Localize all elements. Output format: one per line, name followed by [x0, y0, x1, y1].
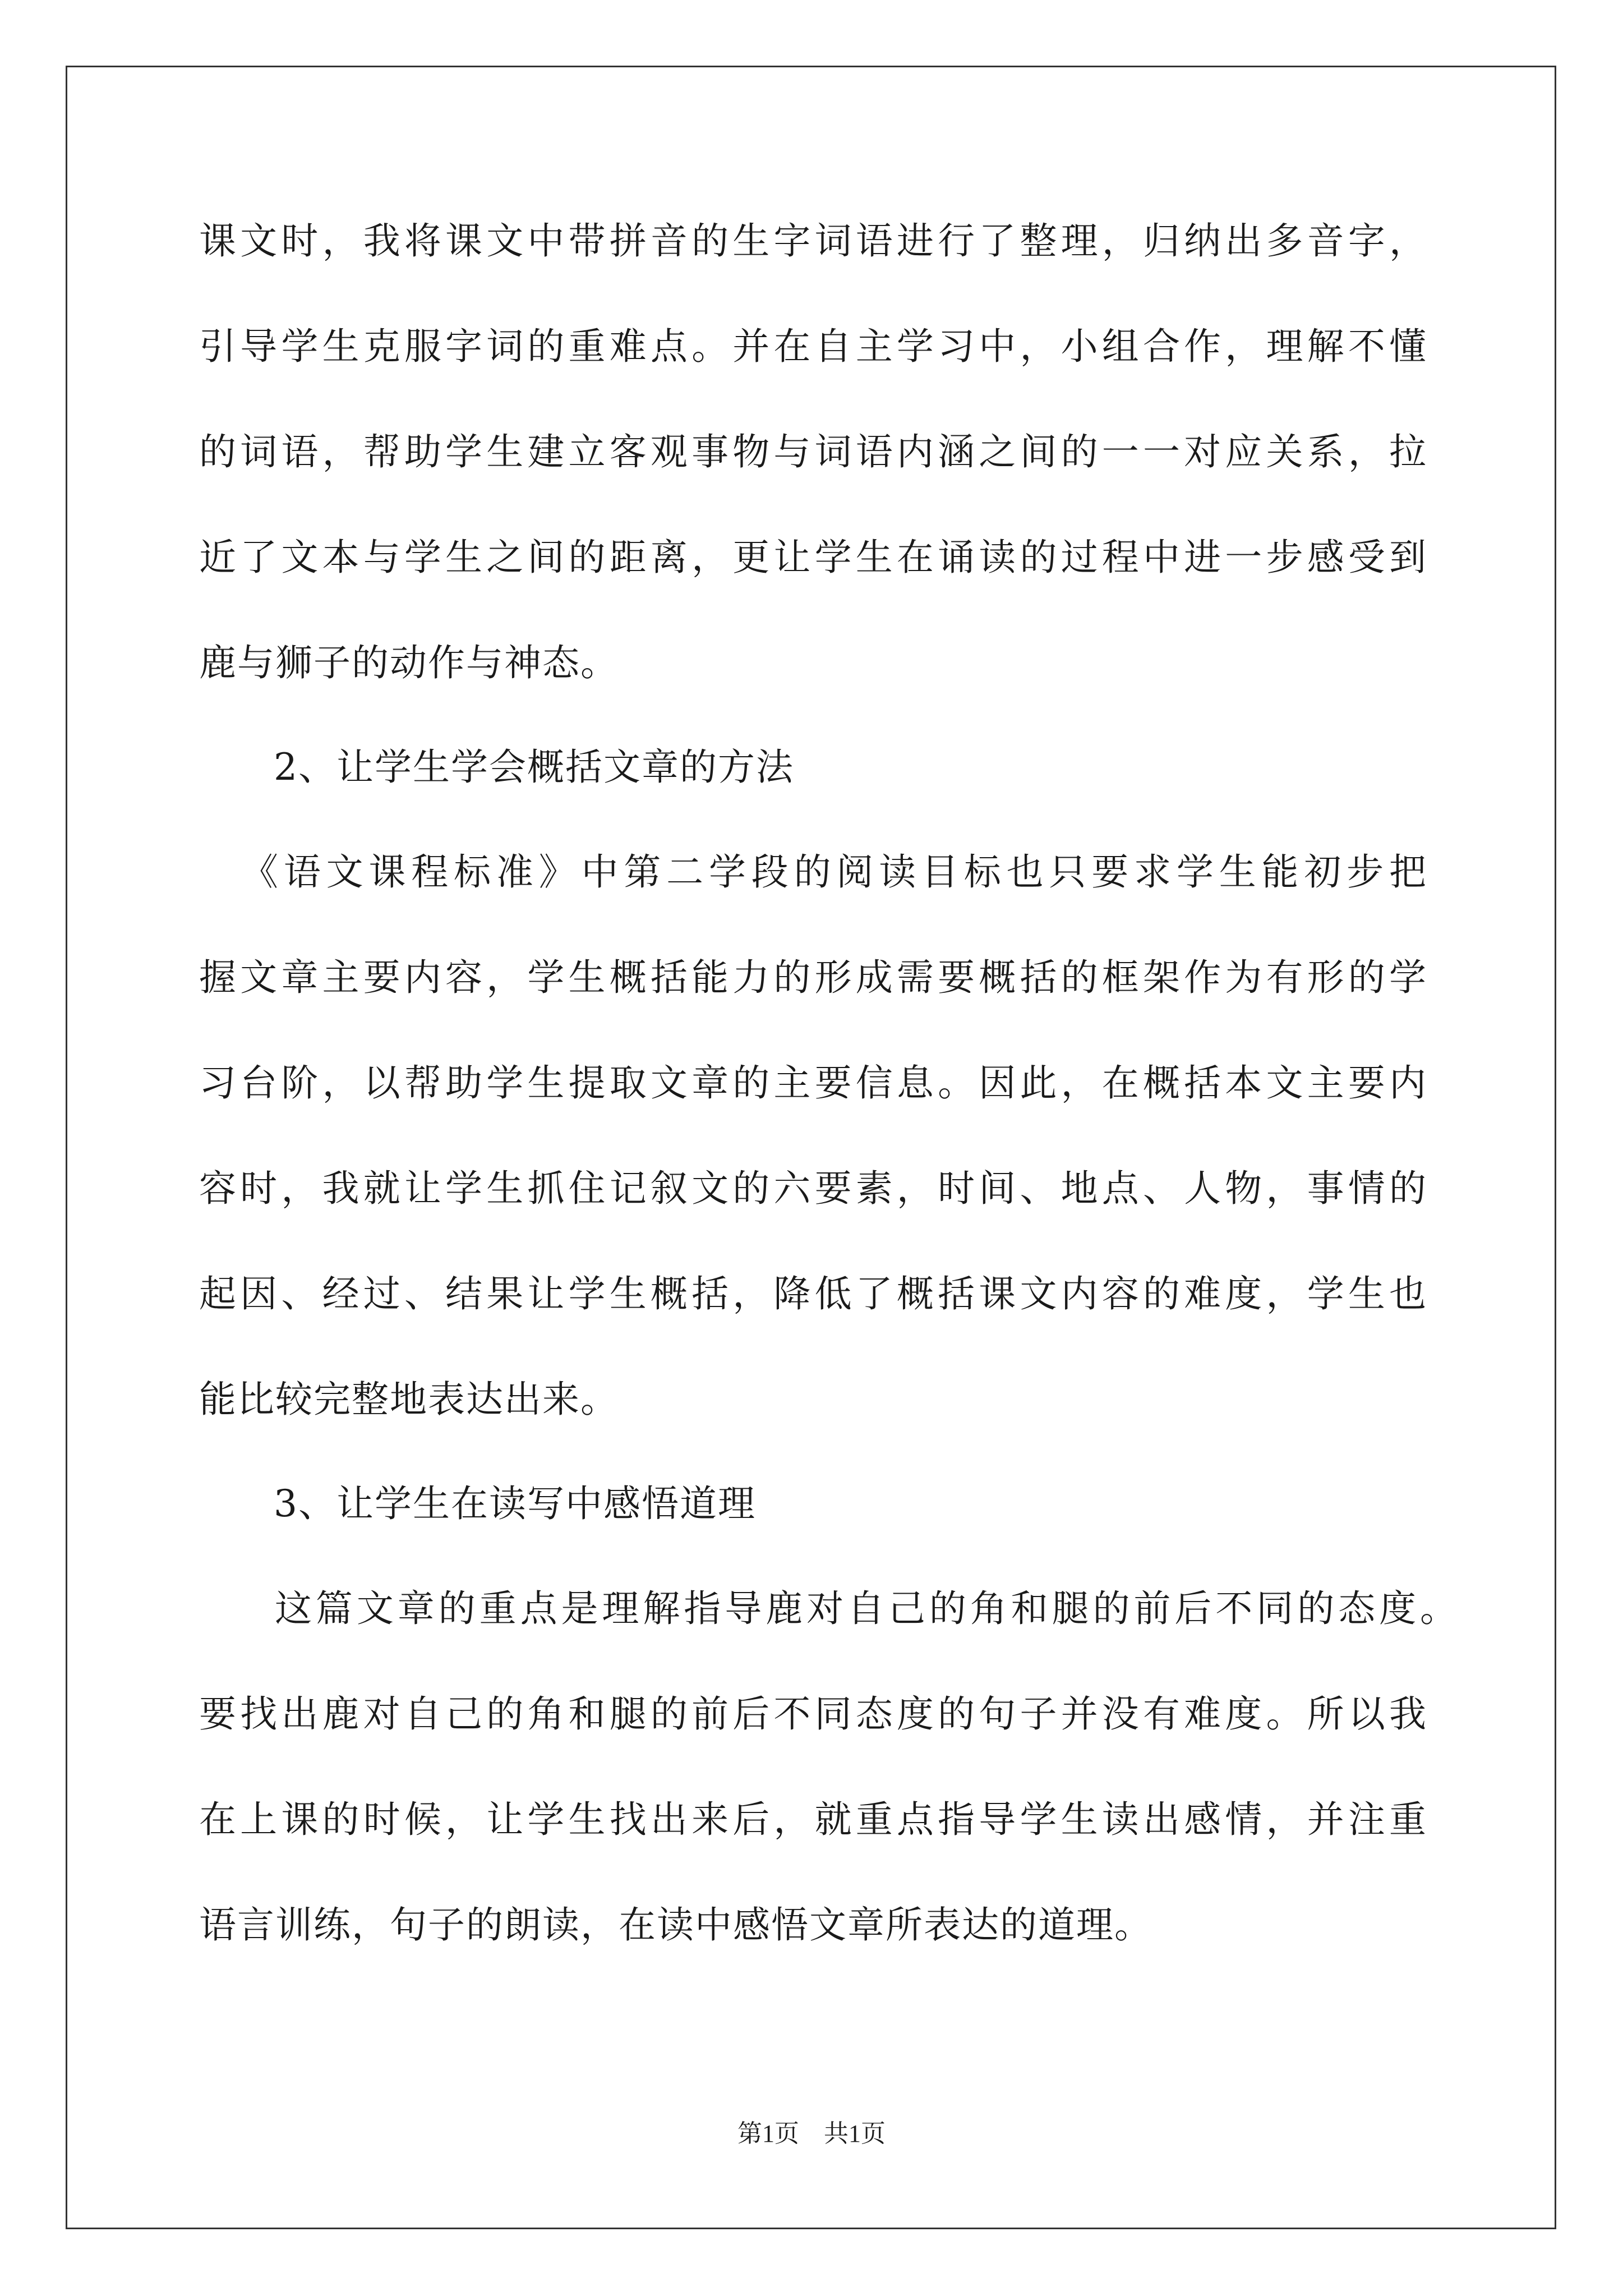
section-heading: 2、让学生学会概括文章的方法 — [274, 746, 794, 789]
paragraph-line: 引导学生克服字词的重难点。并在自主学习中，小组合作，理解不懂 — [199, 325, 1427, 368]
paragraph-line: 这篇文章的重点是理解指导鹿对自己的角和腿的前后不同的态度。 — [275, 1587, 1458, 1630]
paragraph-line: 握文章主要内容，学生概括能力的形成需要概括的框架作为有形的学 — [199, 956, 1427, 999]
paragraph-line: 鹿与狮子的动作与神态。 — [199, 641, 619, 684]
paragraph-line: 起因、经过、结果让学生概括，降低了概括课文内容的难度，学生也 — [199, 1272, 1427, 1315]
paragraph-line: 容时，我就让学生抓住记叙文的六要素，时间、地点、人物，事情的 — [199, 1167, 1427, 1210]
paragraph-line: 要找出鹿对自己的角和腿的前后不同态度的句子并没有难度。所以我 — [199, 1692, 1427, 1736]
paragraph-line: 近了文本与学生之间的距离，更让学生在诵读的过程中进一步感受到 — [199, 536, 1427, 579]
paragraph-line: 的词语，帮助学生建立客观事物与词语内涵之间的一一对应关系，拉 — [199, 430, 1427, 473]
page-number: 第1页 共1页 — [737, 2120, 886, 2147]
section-heading: 3、让学生在读写中感悟道理 — [274, 1482, 756, 1525]
paragraph-line: 习台阶，以帮助学生提取文章的主要信息。因此，在概括本文主要内 — [199, 1061, 1427, 1105]
paragraph-line: 在上课的时候，让学生找出来后，就重点指导学生读出感情，并注重 — [199, 1798, 1427, 1841]
paragraph-line: 《语文课程标准》中第二学段的阅读目标也只要求学生能初步把 — [241, 850, 1427, 894]
paragraph-line: 语言训练，句子的朗读，在读中感悟文章所表达的道理。 — [199, 1903, 1152, 1947]
paragraph-line: 课文时，我将课文中带拼音的生字词语进行了整理，归纳出多音字， — [199, 219, 1427, 263]
paragraph-line: 能比较完整地表达出来。 — [199, 1378, 619, 1421]
